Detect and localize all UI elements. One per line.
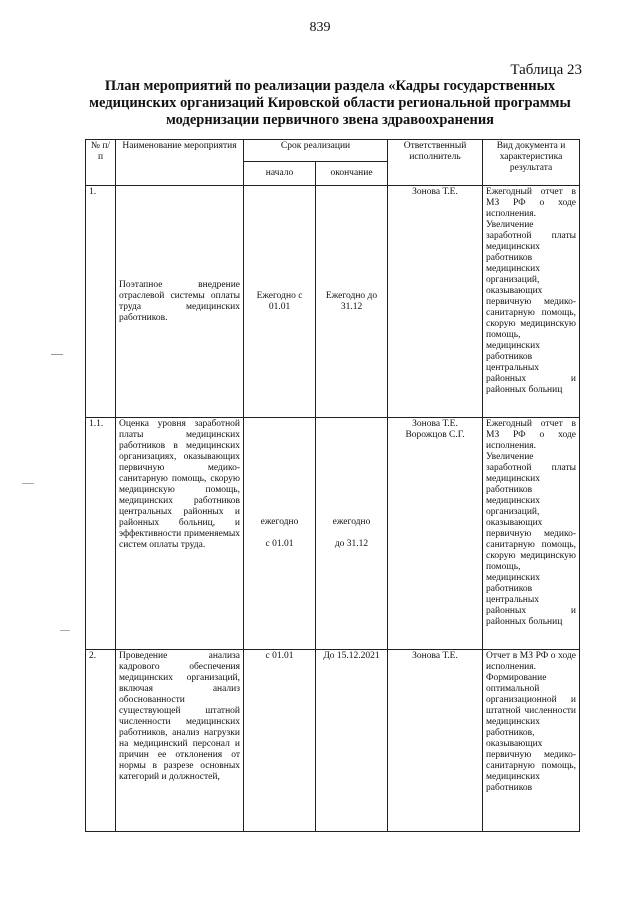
table-label: Таблица 23 (510, 62, 582, 78)
header-period: Срок реализации (244, 140, 388, 162)
table-row (86, 418, 580, 650)
row-responsible: Зонова Т.Е. (388, 186, 483, 418)
row-responsible: Зонова Т.Е. (388, 650, 483, 832)
row-result: Ежегодный отчет в МЗ РФ о ходе исполнения. Увеличение заработной платы медицинских работников медицинских организаций, оказывающих первичную медико-санитарную помощь, скорую медицинскую помощь, медицинских работников центральных районных и районных больниц (483, 418, 580, 650)
row-end: Ежегодно до 31.12 (316, 186, 388, 418)
row-result: Ежегодный отчет в МЗ РФ о ходе исполнения. Увеличение заработной платы медицинских работников медицинских организаций, оказывающих первичную медико-санитарную помощь, скорую медицинскую помощь, медицинских работников центральных районных и районных больниц (483, 186, 580, 418)
scan-mark (22, 483, 34, 484)
document-title: План мероприятий по реализации раздела «Кадры государственных медицинских организаций Кировской области региональной программы модернизации первичного звена здравоохранения (89, 78, 571, 128)
scan-mark (51, 354, 63, 355)
table-row (86, 186, 580, 418)
row-name: Проведение анализа кадрового обеспечения медицинских организаций, включая анализ обоснованности существующей штатной численности медицинских работников, анализ нагрузки на медицинский персонал и причин ее отклонения от нормы в разрезе основных категорий и должностей, (116, 650, 244, 832)
header-start: начало (244, 162, 316, 186)
header-responsible: Ответственный исполнитель (388, 140, 483, 186)
row-start: Ежегодно с 01.01 (244, 186, 316, 418)
row-number: 1. (86, 186, 116, 418)
header-end: окончание (316, 162, 388, 186)
scan-mark (60, 630, 70, 631)
row-start: ежегодно с 01.01 (244, 418, 316, 650)
page-number: 839 (309, 20, 331, 35)
header-num: № п/п (86, 140, 116, 186)
row-start: с 01.01 (244, 650, 316, 832)
row-name: Оценка уровня заработной платы медицинских работников в медицинских организациях, оказывающих первичную медико-санитарную помощь, скорую медицинскую помощь, медицинских работников центральных районных и районных больниц, и эффективности применяемых систем оплаты труда. (116, 418, 244, 650)
plan-table (85, 139, 580, 832)
row-name: Поэтапное внедрение отраслевой системы оплаты труда медицинских работников. (116, 186, 244, 418)
row-end: До 15.12.2021 (316, 650, 388, 832)
table-row (86, 650, 580, 832)
row-number: 1.1. (86, 418, 116, 650)
row-responsible: Зонова Т.Е. Ворожцов С.Г. (388, 418, 483, 650)
row-number: 2. (86, 650, 116, 832)
row-end: ежегодно до 31.12 (316, 418, 388, 650)
header-result: Вид документа и характеристика результата (483, 140, 580, 186)
header-row (86, 140, 580, 162)
header-name: Наименование мероприятия (116, 140, 244, 186)
row-result: Отчет в МЗ РФ о ходе исполнения. Формирование оптимальной организационной и штатной численности медицинских работников, оказывающих первичную медико-санитарную помощь, медицинских работников (483, 650, 580, 832)
